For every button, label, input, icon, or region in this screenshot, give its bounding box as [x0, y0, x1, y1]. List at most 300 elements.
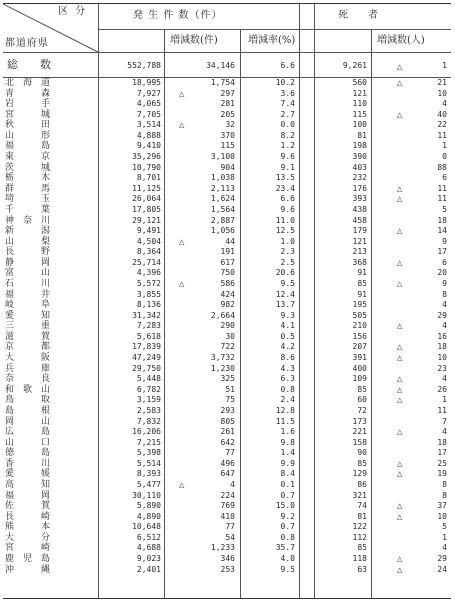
change-decrease-marker	[179, 258, 193, 269]
change-cell: 346	[220, 554, 235, 564]
change-cell: 297	[220, 88, 235, 98]
death-change-cell: 22	[437, 120, 447, 130]
prefecture-name: 福 井	[5, 289, 51, 300]
change-decrease-marker	[179, 438, 193, 449]
total-count: 552,788	[127, 61, 161, 70]
death-change-column	[411, 78, 447, 575]
change-cell: 370	[220, 130, 235, 140]
deaths-cell: 85	[357, 458, 367, 468]
count-cell: 8,393	[136, 469, 161, 479]
prefecture-name: 熊 本	[5, 522, 51, 533]
count-cell: 10,648	[132, 522, 161, 532]
change-decrease-marker	[179, 173, 193, 184]
death-change-cell: 5	[442, 522, 447, 532]
count-cell: 4,396	[136, 268, 161, 278]
count-cell: 16,206	[132, 427, 161, 437]
change-cell: 722	[220, 342, 235, 352]
rate-cell: 1.4	[280, 448, 295, 458]
death-decrease-marker: △	[397, 565, 403, 574]
death-decrease-marker	[397, 311, 411, 322]
count-cell: 9,023	[136, 554, 161, 564]
deaths-cell: 210	[352, 321, 367, 331]
count-cell: 4,688	[136, 543, 161, 553]
change-decrease-marker	[179, 226, 193, 237]
death-decrease-marker	[397, 205, 411, 216]
deaths-cell: 198	[352, 141, 367, 151]
change-decrease-marker	[179, 268, 193, 279]
deaths-cell: 122	[352, 522, 367, 532]
death-decrease-marker	[397, 290, 411, 301]
death-decrease-marker: △	[397, 459, 403, 468]
death-change-cell: 23	[437, 363, 447, 373]
header-death-change: 増減数(人)	[377, 35, 425, 46]
death-decrease-marker	[397, 417, 411, 428]
rate-cell: 9.8	[280, 437, 295, 447]
death-change-cell: 4	[442, 374, 447, 384]
change-cell: 982	[220, 300, 235, 310]
death-change-cell: 1	[442, 395, 447, 405]
rate-cell: 11.5	[275, 416, 295, 426]
change-cell: 617	[220, 257, 235, 267]
death-change-cell: 11	[437, 405, 447, 415]
deaths-cell: 74	[357, 501, 367, 511]
rate-cell: 20.6	[275, 268, 295, 278]
rate-cell: 12.5	[275, 226, 295, 236]
header-subdivider	[99, 29, 451, 30]
total-change: 34,146	[206, 61, 235, 70]
change-cell: 281	[220, 99, 235, 109]
death-change-cell: 16	[437, 331, 447, 341]
death-decrease-marker	[397, 300, 411, 311]
change-decrease-marker	[179, 406, 193, 417]
death-decrease-marker	[397, 543, 411, 554]
change-cell: 261	[220, 427, 235, 437]
rate-cell: 15.0	[275, 501, 295, 511]
change-marker-column	[179, 78, 193, 575]
death-decrease-marker	[397, 332, 411, 343]
death-change-cell: 10	[437, 511, 447, 521]
count-cell: 6,782	[136, 384, 161, 394]
count-cell: 4,890	[136, 511, 161, 521]
prefecture-name: 秋 田	[5, 120, 51, 131]
change-decrease-marker	[179, 141, 193, 152]
count-column	[99, 78, 161, 575]
deaths-cell: 118	[352, 554, 367, 564]
count-cell: 3,159	[136, 395, 161, 405]
death-change-cell: 26	[437, 384, 447, 394]
death-change-cell: 11	[437, 183, 447, 193]
prefecture-name: 山 梨	[5, 236, 51, 247]
count-cell: 4,888	[136, 130, 161, 140]
count-cell: 17,805	[132, 204, 161, 214]
death-decrease-marker	[397, 448, 411, 459]
rate-cell: 1.2	[280, 141, 295, 151]
change-decrease-marker	[179, 152, 193, 163]
deaths-cell: 81	[357, 511, 367, 521]
death-decrease-marker: △	[397, 502, 403, 511]
change-cell: 769	[220, 501, 235, 511]
count-cell: 5,448	[136, 374, 161, 384]
death-change-cell: 8	[442, 490, 447, 500]
deaths-cell: 85	[357, 543, 367, 553]
death-change-cell: 11	[437, 130, 447, 140]
change-decrease-marker	[179, 321, 193, 332]
change-decrease-marker	[179, 216, 193, 227]
rate-cell: 4.2	[280, 342, 295, 352]
prefecture-name: 福 岡	[5, 490, 51, 501]
prefecture-name: 鹿 児 島	[5, 554, 51, 565]
deaths-cell: 173	[352, 416, 367, 426]
change-decrease-marker: △	[179, 480, 185, 489]
rate-cell: 2.3	[280, 247, 295, 257]
death-change-cell: 9	[442, 278, 447, 288]
death-marker-column	[397, 78, 411, 575]
count-cell: 4,504	[136, 236, 161, 246]
change-decrease-marker	[179, 290, 193, 301]
change-cell: 647	[220, 469, 235, 479]
rate-cell: 9.6	[280, 204, 295, 214]
change-cell: 77	[225, 448, 235, 458]
rate-cell: 2.7	[280, 109, 295, 119]
prefecture-name: 埼 玉	[5, 194, 51, 205]
change-decrease-marker	[179, 194, 193, 205]
death-change-cell: 4	[442, 300, 447, 310]
death-change-cell: 4	[442, 543, 447, 553]
count-cell: 5,890	[136, 501, 161, 511]
header-occ-rate: 増減率(%)	[248, 35, 296, 46]
change-cell: 410	[220, 511, 235, 521]
rate-cell: 0.0	[280, 120, 295, 130]
count-cell: 5,514	[136, 458, 161, 468]
change-decrease-marker	[179, 533, 193, 544]
death-decrease-marker	[397, 163, 411, 174]
prefecture-name: 石 川	[5, 278, 51, 289]
rate-cell: 9.3	[280, 310, 295, 320]
deaths-cell: 81	[357, 130, 367, 140]
rate-cell: 7.4	[280, 99, 295, 109]
prefecture-name: 富 山	[5, 268, 51, 279]
death-decrease-marker	[397, 533, 411, 544]
deaths-cell: 85	[357, 384, 367, 394]
header-prefecture: 都道府県	[5, 38, 49, 49]
prefecture-name: 徳 島	[5, 448, 51, 459]
prefecture-name: 宮 崎	[5, 543, 51, 554]
deaths-cell: 458	[352, 215, 367, 225]
death-decrease-marker	[397, 491, 411, 502]
change-decrease-marker	[179, 385, 193, 396]
change-decrease-marker	[179, 469, 193, 480]
change-cell: 290	[220, 321, 235, 331]
rate-cell: 9.9	[280, 458, 295, 468]
death-decrease-marker: △	[397, 110, 403, 119]
deaths-cell: 112	[352, 532, 367, 542]
death-decrease-marker	[397, 247, 411, 258]
rate-cell: 8.6	[280, 353, 295, 363]
deaths-cell: 560	[352, 78, 367, 87]
death-change-cell: 20	[437, 268, 447, 278]
deaths-cell: 221	[352, 427, 367, 437]
count-cell: 4,065	[136, 99, 161, 109]
count-cell: 35,296	[132, 152, 161, 162]
count-cell: 29,750	[132, 363, 161, 373]
death-decrease-marker	[397, 522, 411, 533]
death-change-cell: 5	[442, 204, 447, 214]
death-change-cell: 11	[437, 194, 447, 204]
death-decrease-marker: △	[397, 385, 403, 394]
prefecture-name: 山 形	[5, 130, 51, 141]
deaths-cell: 158	[352, 437, 367, 447]
deaths-column	[315, 78, 367, 575]
change-decrease-marker	[179, 131, 193, 142]
death-decrease-marker	[397, 131, 411, 142]
deaths-cell: 91	[357, 268, 367, 278]
death-decrease-marker	[397, 406, 411, 417]
death-decrease-marker	[397, 173, 411, 184]
rate-cell: 4.3	[280, 363, 295, 373]
rate-cell: 4.0	[280, 554, 295, 564]
death-change-cell: 6	[442, 257, 447, 267]
rate-cell: 12.8	[275, 405, 295, 415]
deaths-cell: 213	[352, 247, 367, 257]
change-cell: 325	[220, 374, 235, 384]
total-deaths: 9,261	[342, 61, 367, 70]
rate-cell: 1.6	[280, 427, 295, 437]
change-decrease-marker	[179, 163, 193, 174]
count-cell: 8,136	[136, 300, 161, 310]
deaths-cell: 179	[352, 226, 367, 236]
count-cell: 5,618	[136, 331, 161, 341]
death-change-cell: 17	[437, 448, 447, 458]
deaths-cell: 129	[352, 469, 367, 479]
change-cell: 205	[220, 109, 235, 119]
change-cell: 54	[225, 532, 235, 542]
deaths-cell: 90	[357, 448, 367, 458]
rate-cell: 2.4	[280, 395, 295, 405]
change-cell: 1,624	[210, 194, 235, 204]
prefecture-name: 東 京	[5, 152, 51, 163]
death-decrease-marker: △	[397, 375, 403, 384]
count-cell: 10,790	[132, 162, 161, 172]
death-change-cell: 7	[442, 416, 447, 426]
rate-cell: 2.5	[280, 257, 295, 267]
change-decrease-marker	[179, 459, 193, 470]
change-cell: 2,664	[210, 310, 235, 320]
death-change-cell: 40	[437, 109, 447, 119]
change-cell: 805	[220, 416, 235, 426]
change-decrease-marker	[179, 374, 193, 385]
rate-cell: 12.4	[275, 289, 295, 299]
change-cell: 4	[230, 479, 235, 489]
death-decrease-marker	[397, 99, 411, 110]
death-change-cell: 1	[442, 141, 447, 151]
change-decrease-marker	[179, 353, 193, 364]
count-cell: 8,364	[136, 247, 161, 257]
deaths-cell: 109	[352, 374, 367, 384]
prefecture-name: 茨 城	[5, 162, 51, 173]
rate-cell: 11.0	[275, 215, 295, 225]
prefecture-name: 山 口	[5, 437, 51, 448]
count-cell: 25,714	[132, 257, 161, 267]
prefecture-name: 福 島	[5, 141, 51, 152]
prefecture-name: 香 川	[5, 458, 51, 469]
prefecture-name: 兵 庫	[5, 363, 51, 374]
death-decrease-marker: △	[397, 343, 403, 352]
deaths-cell: 91	[357, 289, 367, 299]
change-decrease-marker	[179, 205, 193, 216]
death-change-cell: 8	[442, 479, 447, 489]
deaths-cell: 156	[352, 331, 367, 341]
deaths-cell: 505	[352, 310, 367, 320]
death-change-cell: 18	[437, 215, 447, 225]
death-decrease-marker: △	[397, 279, 403, 288]
death-change-cell: 9	[442, 236, 447, 246]
change-cell: 904	[220, 162, 235, 172]
deaths-cell: 393	[352, 194, 367, 204]
deaths-cell: 403	[352, 162, 367, 172]
count-cell: 47,249	[132, 353, 161, 363]
death-change-cell: 29	[437, 554, 447, 564]
prefecture-name: 千 葉	[5, 204, 51, 215]
change-decrease-marker	[179, 554, 193, 565]
count-cell: 30,110	[132, 490, 161, 500]
change-cell: 191	[220, 247, 235, 257]
prefecture-name: 佐 賀	[5, 501, 51, 512]
change-decrease-marker	[179, 78, 193, 89]
death-change-cell: 10	[437, 353, 447, 363]
count-cell: 3,855	[136, 289, 161, 299]
deaths-cell: 232	[352, 173, 367, 183]
count-cell: 7,283	[136, 321, 161, 331]
prefecture-name: 奈 良	[5, 374, 51, 385]
death-decrease-marker	[397, 480, 411, 491]
count-cell: 7,215	[136, 437, 161, 447]
death-decrease-marker	[397, 120, 411, 131]
count-cell: 5,572	[136, 278, 161, 288]
deaths-cell: 60	[357, 395, 367, 405]
rate-cell: 23.4	[275, 183, 295, 193]
rate-cell: 13.5	[275, 173, 295, 183]
deaths-cell: 321	[352, 490, 367, 500]
count-cell: 29,121	[132, 215, 161, 225]
deaths-cell: 207	[352, 342, 367, 352]
change-decrease-marker	[179, 342, 193, 353]
count-cell: 6,512	[136, 532, 161, 542]
prefecture-name: 岡 山	[5, 416, 51, 427]
change-cell: 1,233	[210, 543, 235, 553]
prefecture-name: 滋 賀	[5, 331, 51, 342]
rate-cell: 9.5	[280, 564, 295, 574]
prefecture-name: 大 阪	[5, 353, 51, 364]
deaths-cell: 438	[352, 204, 367, 214]
prefecture-name: 静 岡	[5, 257, 51, 268]
death-decrease-marker: △	[397, 555, 403, 564]
accident-statistics-table	[3, 3, 451, 599]
deaths-cell: 100	[352, 120, 367, 130]
death-change-cell: 10	[437, 88, 447, 98]
deaths-cell: 121	[352, 88, 367, 98]
prefecture-name: 岩 手	[5, 99, 51, 110]
death-decrease-marker: △	[397, 79, 403, 87]
death-decrease-marker	[397, 216, 411, 227]
change-decrease-marker	[179, 110, 193, 121]
change-cell: 3,100	[210, 152, 235, 162]
death-decrease-marker	[397, 141, 411, 152]
prefecture-name: 岐 阜	[5, 300, 51, 311]
change-decrease-marker	[179, 332, 193, 343]
rate-cell: 9.6	[280, 152, 295, 162]
change-decrease-marker	[179, 501, 193, 512]
prefecture-name: 愛 媛	[5, 469, 51, 480]
death-change-cell: 4	[442, 321, 447, 331]
change-cell: 1,230	[210, 363, 235, 373]
change-cell: 496	[220, 458, 235, 468]
count-cell: 2,583	[136, 405, 161, 415]
change-cell: 30	[225, 331, 235, 341]
change-decrease-marker: △	[179, 279, 185, 288]
count-cell: 3,514	[136, 120, 161, 130]
death-decrease-marker: △	[397, 227, 403, 236]
change-decrease-marker	[179, 99, 193, 110]
change-cell: 1,056	[210, 226, 235, 236]
change-column	[193, 78, 235, 575]
prefecture-name: 和 歌 山	[5, 384, 51, 395]
death-decrease-marker	[397, 438, 411, 449]
death-change-cell: 4	[442, 99, 447, 109]
total-dchange-marker: △	[397, 63, 403, 71]
header-occ-change: 増減数(件)	[170, 35, 218, 46]
count-cell: 5,398	[136, 448, 161, 458]
change-decrease-marker	[179, 565, 193, 576]
change-cell: 75	[225, 395, 235, 405]
divider-deaths	[299, 4, 300, 598]
change-decrease-marker	[179, 491, 193, 502]
change-decrease-marker	[179, 184, 193, 195]
rate-cell: 4.1	[280, 321, 295, 331]
death-change-cell: 0	[442, 152, 447, 162]
rate-cell: 35.7	[275, 543, 295, 553]
death-change-cell: 8	[442, 289, 447, 299]
death-decrease-marker	[397, 152, 411, 163]
count-cell: 11,125	[132, 183, 161, 193]
change-decrease-marker	[179, 417, 193, 428]
death-decrease-marker: △	[397, 195, 403, 204]
rate-cell: 0.7	[280, 522, 295, 532]
prefecture-name: 北 海 道	[5, 78, 51, 88]
rate-cell: 8.2	[280, 130, 295, 140]
prefecture-name: 長 野	[5, 247, 51, 258]
change-cell: 3,732	[210, 353, 235, 363]
count-cell: 8,701	[136, 173, 161, 183]
change-decrease-marker	[179, 427, 193, 438]
count-cell: 26,064	[132, 194, 161, 204]
count-cell: 2,401	[136, 564, 161, 574]
change-cell: 642	[220, 437, 235, 447]
change-cell: 1,564	[210, 204, 235, 214]
change-cell: 51	[225, 384, 235, 394]
deaths-cell: 176	[352, 183, 367, 193]
rate-column	[241, 78, 295, 575]
change-cell: 1,038	[210, 173, 235, 183]
rate-cell: 0.8	[280, 384, 295, 394]
divider-occ-change	[164, 29, 165, 598]
prefecture-name: 鳥 取	[5, 395, 51, 406]
death-change-cell: 1	[442, 532, 447, 542]
death-decrease-marker: △	[397, 258, 403, 267]
change-cell: 1,754	[210, 78, 235, 87]
total-rate: 6.6	[280, 61, 295, 70]
change-cell: 424	[220, 289, 235, 299]
death-decrease-marker: △	[397, 512, 403, 521]
